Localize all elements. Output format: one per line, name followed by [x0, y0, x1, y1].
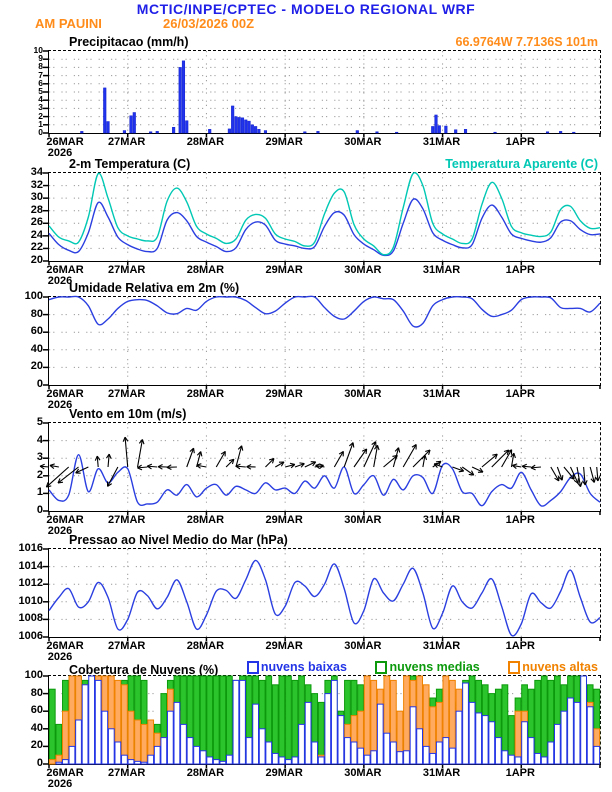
- x-tick-label: 29MAR: [265, 264, 303, 276]
- x-tick-label: 28MAR: [186, 640, 225, 652]
- humidity-plot: [48, 281, 601, 386]
- x-tick-label: 27MAR: [108, 388, 146, 400]
- y-tick-label: 80: [30, 307, 43, 320]
- y-tick-label: 20: [30, 360, 43, 373]
- wind-title: Vento em 10m (m/s): [69, 407, 187, 421]
- y-tick-label: 0: [38, 127, 43, 137]
- y-tick-label: 20: [30, 739, 43, 752]
- x-tick-label: 26MAR: [46, 136, 84, 148]
- y-tick-label: 60: [30, 325, 43, 338]
- y-tick-label: 5: [36, 416, 43, 428]
- x-tick-label: 29MAR: [265, 640, 303, 652]
- x-tick-label: 26MAR: [46, 264, 84, 276]
- x-tick-label: 31MAR: [422, 514, 461, 526]
- y-tick-label: 4: [38, 94, 43, 105]
- x-tick-label: 27MAR: [108, 767, 146, 779]
- x-tick-label: 31MAR: [422, 388, 461, 400]
- x-tick-label: 31MAR: [422, 264, 461, 276]
- x-tick-label: 31MAR: [422, 136, 461, 148]
- model-run-datetime: 26/03/2026 00Z: [163, 16, 255, 31]
- y-tick-label: 7: [38, 69, 43, 80]
- x-axis-year-label: 2026: [47, 525, 73, 537]
- x-axis-year-label: 2026: [47, 651, 73, 663]
- y-tick-label: 0: [36, 757, 43, 769]
- legend-label-mid-clouds: nuvens medias: [389, 660, 480, 674]
- y-tick-label: 1016: [18, 542, 43, 554]
- y-tick-label: 1: [38, 118, 43, 129]
- y-tick-label: 2: [38, 110, 43, 121]
- temperature-plot: [48, 157, 601, 262]
- legend-label-high-clouds: nuvens altas: [522, 660, 598, 674]
- y-tick-label: 26: [30, 216, 43, 229]
- x-axis-year-label: 2026: [47, 147, 73, 159]
- x-tick-label: 28MAR: [186, 767, 225, 779]
- humidity-title: Umidade Relativa em 2m (%): [69, 281, 240, 295]
- x-tick-label: 26MAR: [46, 388, 84, 400]
- x-tick-label: 1APR: [505, 264, 535, 276]
- y-tick-label: 100: [24, 669, 43, 681]
- y-tick-label: 5: [38, 86, 43, 96]
- x-tick-label: 26MAR: [46, 767, 84, 779]
- x-tick-label: 29MAR: [265, 136, 303, 148]
- x-tick-label: 1APR: [505, 767, 535, 779]
- y-tick-label: 40: [30, 721, 43, 734]
- y-tick-label: 9: [38, 53, 43, 64]
- legend-item-mid-clouds: [375, 660, 479, 674]
- x-tick-label: 26MAR: [46, 640, 84, 652]
- station-name: AM PAUINI: [35, 16, 102, 31]
- x-tick-label: 26MAR: [46, 514, 84, 526]
- y-tick-label: 1010: [18, 594, 43, 607]
- apparent-temperature-label: Temperatura Aparente (C): [445, 157, 598, 171]
- y-tick-label: 8: [38, 61, 43, 72]
- x-tick-label: 1APR: [505, 388, 535, 400]
- y-tick-label: 6: [38, 77, 43, 88]
- y-tick-label: 1006: [18, 630, 43, 642]
- y-tick-label: 0: [36, 378, 43, 390]
- x-axis-year-label: 2026: [47, 275, 73, 287]
- pressure-plot: [48, 533, 601, 638]
- x-tick-label: 1APR: [505, 640, 535, 652]
- precipitation-title: Precipitacao (mm/h): [69, 35, 189, 49]
- y-tick-label: 28: [30, 203, 43, 216]
- legend-label-low-clouds: nuvens baixas: [260, 660, 347, 674]
- y-tick-label: 60: [30, 704, 43, 717]
- y-tick-label: 100: [24, 290, 43, 302]
- x-tick-label: 31MAR: [422, 767, 461, 779]
- x-tick-label: 27MAR: [108, 136, 146, 148]
- x-tick-label: 28MAR: [186, 388, 225, 400]
- x-tick-label: 28MAR: [186, 514, 225, 526]
- x-tick-label: 30MAR: [344, 136, 382, 148]
- legend-item-low-clouds: [247, 660, 347, 674]
- legend-swatch-mid-clouds-icon: [375, 661, 387, 674]
- x-tick-label: 29MAR: [265, 388, 303, 400]
- y-tick-label: 4: [36, 433, 43, 446]
- x-tick-label: 30MAR: [344, 264, 382, 276]
- x-tick-label: 28MAR: [186, 136, 225, 148]
- y-tick-label: 2: [36, 468, 43, 481]
- cloud-cover-title: Cobertura de Nuvens (%): [69, 662, 219, 677]
- x-tick-label: 27MAR: [108, 640, 146, 652]
- legend-swatch-low-clouds-icon: [247, 661, 259, 674]
- y-tick-label: 1008: [18, 612, 43, 625]
- station-coordinates: 66.9764W 7.7136S 101m: [455, 35, 598, 49]
- report-title: MCTIC/INPE/CPTEC - MODELO REGIONAL WRF: [136, 1, 476, 17]
- y-tick-label: 24: [30, 228, 43, 241]
- y-tick-label: 32: [30, 178, 43, 191]
- temperature-title: 2-m Temperatura (C): [69, 157, 191, 171]
- x-tick-label: 29MAR: [265, 514, 303, 526]
- y-tick-label: 1012: [18, 577, 43, 590]
- precipitation-plot: [48, 35, 601, 134]
- y-tick-label: 1014: [18, 559, 43, 572]
- y-tick-label: 10: [33, 45, 43, 55]
- y-tick-label: 1: [36, 486, 43, 499]
- legend-item-high-clouds: [508, 660, 598, 674]
- y-tick-label: 34: [30, 166, 43, 178]
- x-tick-label: 28MAR: [186, 264, 225, 276]
- x-tick-label: 30MAR: [344, 388, 382, 400]
- cloud-cover-plot: [48, 660, 601, 765]
- x-tick-label: 30MAR: [344, 640, 382, 652]
- x-tick-label: 1APR: [505, 514, 535, 526]
- y-tick-label: 3: [36, 451, 43, 464]
- pressure-title: Pressao ao Nivel Medio do Mar (hPa): [69, 533, 288, 547]
- y-tick-label: 22: [30, 241, 43, 254]
- y-tick-label: 40: [30, 342, 43, 355]
- y-tick-label: 20: [30, 254, 43, 266]
- x-axis-year-label: 2026: [47, 399, 73, 411]
- y-tick-label: 80: [30, 686, 43, 699]
- x-tick-label: 30MAR: [344, 767, 382, 779]
- x-tick-label: 27MAR: [108, 264, 146, 276]
- y-tick-label: 0: [36, 504, 43, 516]
- x-tick-label: 27MAR: [108, 514, 146, 526]
- x-tick-label: 29MAR: [265, 767, 303, 779]
- legend-swatch-high-clouds-icon: [508, 661, 520, 674]
- x-tick-label: 1APR: [505, 136, 535, 148]
- y-tick-label: 3: [38, 102, 43, 113]
- x-axis-year-label: 2026: [47, 778, 73, 790]
- y-tick-label: 30: [30, 191, 43, 204]
- wind-plot: [48, 407, 601, 512]
- x-tick-label: 31MAR: [422, 640, 461, 652]
- x-tick-label: 30MAR: [344, 514, 382, 526]
